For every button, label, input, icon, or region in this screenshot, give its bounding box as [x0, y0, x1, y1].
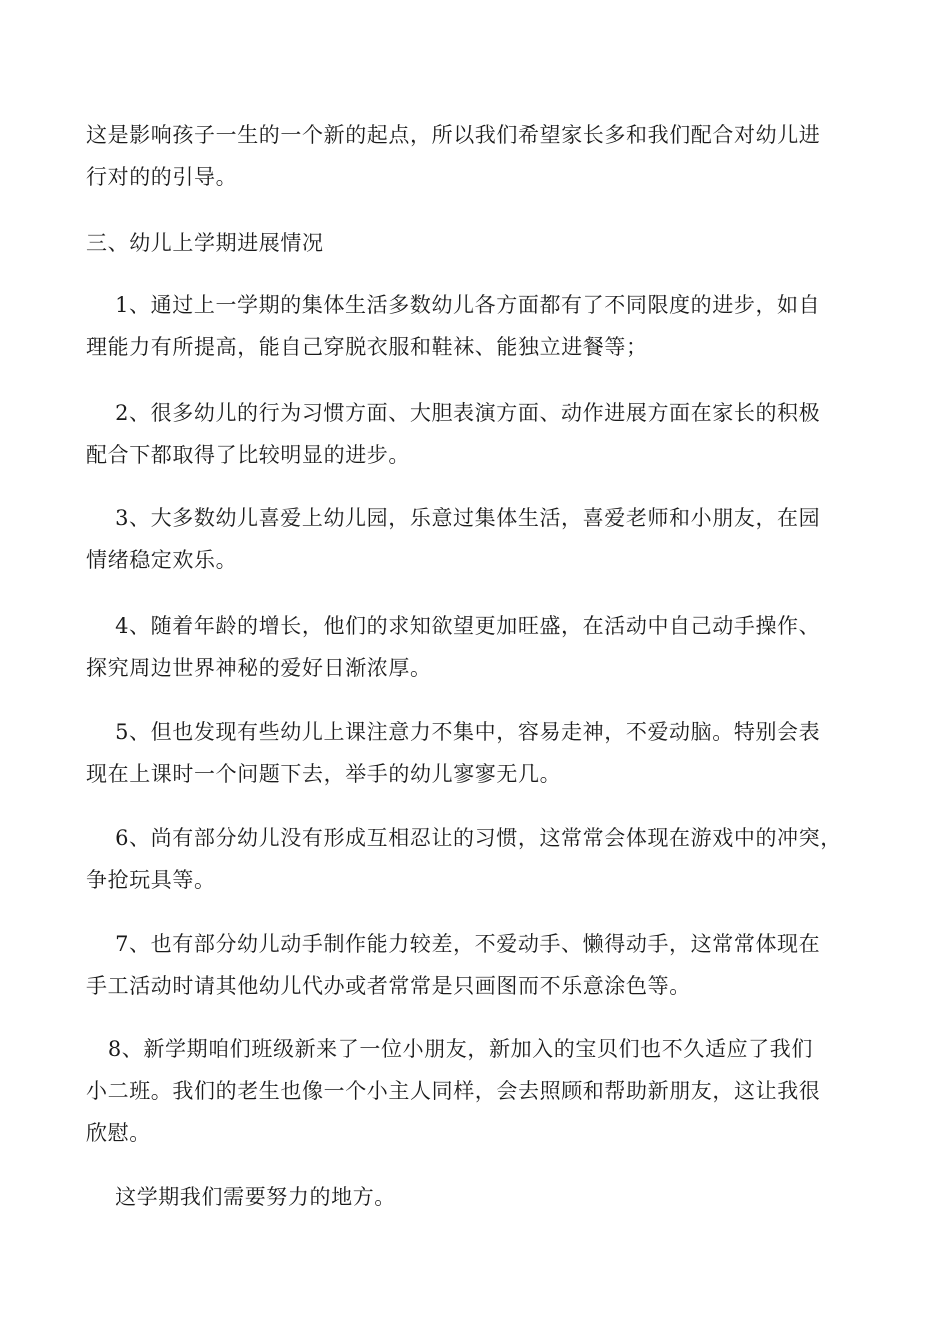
text-line: 现在上课时一个问题下去，举手的幼儿寥寥无几。: [86, 762, 562, 786]
paragraph-closing: [86, 1176, 866, 1218]
text-line: 8、新学期咱们班级新来了一位小朋友，新加入的宝贝们也不久适应了我们: [86, 1037, 813, 1061]
text-line: 这是影响孩子一生的一个新的起点，所以我们希望家长多和我们配合对幼儿进: [86, 123, 821, 147]
text-line: 理能力有所提高，能自己穿脱衣服和鞋袜、能独立进餐等；: [86, 335, 648, 359]
paragraph-item-6: [86, 817, 866, 901]
paragraph-item-8: [86, 1028, 866, 1154]
text-line: 4、随着年龄的增长，他们的求知欲望更加旺盛，在活动中自己动手操作、: [86, 614, 821, 638]
text-line: 3、大多数幼儿喜爱上幼儿园，乐意过集体生活，喜爱老师和小朋友，在园: [86, 506, 821, 530]
text-line: 争抢玩具等。: [86, 868, 216, 892]
section-heading: [86, 222, 866, 264]
paragraph-item-1: [86, 284, 866, 368]
paragraph-item-5: [86, 711, 866, 795]
text-line: 7、也有部分幼儿动手制作能力较差，不爱动手、懒得动手，这常常体现在: [86, 932, 821, 956]
paragraph-item-2: [86, 392, 866, 476]
text-line: 情绪稳定欢乐。: [86, 548, 238, 572]
text-line: 行对的的引导。: [86, 165, 238, 189]
text-line: 6、尚有部分幼儿没有形成互相忍让的习惯，这常常会体现在游戏中的冲突，: [86, 826, 842, 850]
paragraph-item-7: [86, 923, 866, 1007]
paragraph-item-4: [86, 605, 866, 689]
paragraph-item-3: [86, 497, 866, 581]
paragraph-intro: [86, 114, 866, 198]
text-line: 2、很多幼儿的行为习惯方面、大胆表演方面、动作进展方面在家长的积极: [86, 401, 821, 425]
text-line: 三、幼儿上学期进展情况: [86, 231, 324, 255]
text-line: 配合下都取得了比较明显的进步。: [86, 443, 410, 467]
text-line: 探究周边世界神秘的爱好日渐浓厚。: [86, 656, 432, 680]
text-line: 1、通过上一学期的集体生活多数幼儿各方面都有了不同限度的进步，如自: [86, 293, 821, 317]
text-line: 手工活动时请其他幼儿代办或者常常是只画图而不乐意涂色等。: [86, 974, 691, 998]
text-line: 这学期我们需要努力的地方。: [86, 1185, 396, 1209]
text-line: 欣慰。: [86, 1121, 151, 1145]
text-line: 5、但也发现有些幼儿上课注意力不集中，容易走神，不爱动脑。特别会表: [86, 720, 821, 744]
text-line: 小二班。我们的老生也像一个小主人同样，会去照顾和帮助新朋友，这让我很: [86, 1079, 821, 1103]
